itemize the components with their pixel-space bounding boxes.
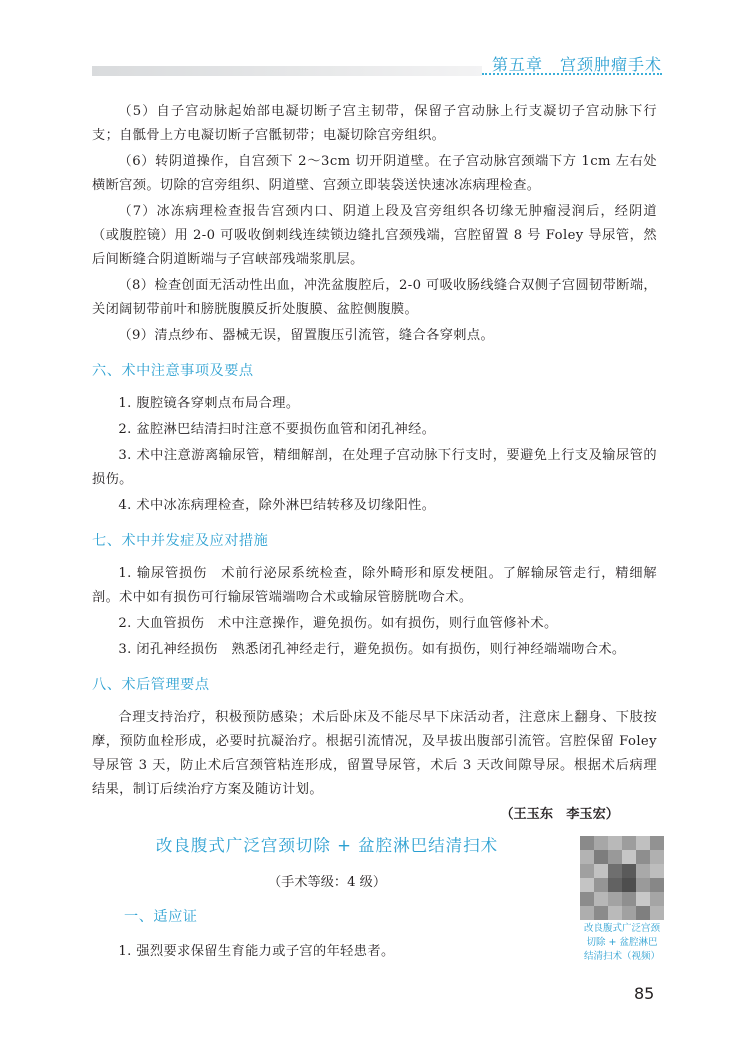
qr-pixel [650, 906, 664, 920]
qr-pixel [608, 850, 622, 864]
list-item: 4. 术中冰冻病理检查，除外淋巴结转移及切缘阳性。 [118, 498, 436, 513]
qr-pixel [580, 906, 594, 920]
qr-pixel [636, 906, 650, 920]
qr-pixel [650, 850, 664, 864]
chapter-title: 第五章 宫颈肿瘤手术 [492, 55, 663, 74]
qr-pixel [636, 836, 650, 850]
list-item: 2. 盆腔淋巴结清扫时注意不要损伤血管和闭孔神经。 [118, 422, 436, 437]
list-item: 3. 术中注意游离输尿管，精细解剖，在处理子宫动脉下行支时，要避免上行支及输尿管的损伤。 [92, 448, 657, 487]
qr-pixel [594, 864, 608, 878]
qr-pixel [580, 892, 594, 906]
list-item: 2. 大血管损伤 术中注意操作，避免损伤。如有损伤，则行血管修补术。 [118, 616, 558, 631]
qr-pixel [580, 864, 594, 878]
qr-pixel [580, 850, 594, 864]
postop-paragraph: 合理支持治疗，积极预防感染；术后卧床及不能尽早下床活动者，注意床上翻身、下肢按摩，预防血栓形成，必要时抗凝治疗。根据引流情况，及早拔出腹部引流管。宫腔保留 Foley 导尿管 3 天，防止术后宫颈管粘连形成，留置导尿管，术后 3 天改间隙导尿。根据术后病理结果，制订后续治疗方案及随访计划。 [92, 710, 657, 797]
qr-pixel [608, 878, 622, 892]
operation-grade: （手术等级：4 级） [267, 875, 387, 890]
main-content [92, 100, 657, 826]
step-paragraph: （5）自子宫动脉起始部电凝切断子宫主韧带，保留子宫动脉上行支凝切子宫动脉下行支；自骶骨上方电凝切断子宫骶韧带；电凝切除宫旁组织。 [92, 104, 657, 143]
qr-pixel [636, 850, 650, 864]
qr-pixel [580, 878, 594, 892]
list-item: 1. 输尿管损伤 术前行泌尿系统检查，除外畸形和原发梗阻。了解输尿管走行，精细解剖。术中如有损伤可行输尿管端端吻合术或输尿管膀胱吻合术。 [92, 566, 657, 605]
qr-pixel [622, 878, 636, 892]
list-item: 1. 强烈要求保留生育能力或子宫的年轻患者。 [118, 944, 395, 959]
section-heading-precautions: 六、术中注意事项及要点 [92, 363, 254, 379]
qr-pixel [594, 836, 608, 850]
step-paragraph: （9）清点纱布、器械无误，留置腹压引流管，缝合各穿刺点。 [118, 328, 495, 343]
qr-pixel [608, 836, 622, 850]
authors: （王玉东 李玉宏） [500, 807, 619, 822]
section-heading-complications: 七、术中并发症及应对措施 [92, 533, 269, 549]
qr-pixel [608, 892, 622, 906]
operation-title: 改良腹式广泛宫颈切除 + 盆腔淋巴结清扫术 [155, 836, 499, 855]
qr-pixel [622, 906, 636, 920]
video-caption[interactable] [574, 922, 670, 964]
qr-pixel [636, 892, 650, 906]
video-caption-line: 结清扫术（视频） [583, 951, 660, 962]
qr-pixel [594, 850, 608, 864]
video-caption-line: 改良腹式广泛宫颈 [583, 923, 660, 934]
page-number: 85 [634, 984, 655, 1003]
step-paragraph: （8）检查创面无活动性出血，冲洗盆腹腔后，2-0 可吸收肠线缝合双侧子宫圆韧带断端，关闭阔韧带前叶和膀胱腹膜反折处腹膜、盆腔侧腹膜。 [92, 278, 657, 317]
qr-pixel [594, 906, 608, 920]
video-qr-code[interactable] [580, 836, 664, 920]
qr-pixel [622, 850, 636, 864]
list-item: 3. 闭孔神经损伤 熟悉闭孔神经走行，避免损伤。如有损伤，则行神经端端吻合术。 [118, 642, 626, 657]
qr-pixel [594, 892, 608, 906]
qr-pixel [622, 892, 636, 906]
header-decoration-bar [92, 66, 482, 76]
qr-pixel [622, 836, 636, 850]
qr-pixel [594, 878, 608, 892]
qr-pixel [636, 864, 650, 878]
qr-pixel [650, 892, 664, 906]
list-item: 1. 腹腔镜各穿刺点布局合理。 [118, 396, 300, 411]
qr-pixel [650, 864, 664, 878]
qr-pixel [580, 836, 594, 850]
qr-pixel [650, 836, 664, 850]
qr-pixel [608, 906, 622, 920]
qr-pixel [608, 864, 622, 878]
step-paragraph: （6）转阴道操作，自宫颈下 2～3cm 切开阴道壁。在子宫动脉宫颈端下方 1cm 左右处横断宫颈。切除的宫旁组织、阴道壁、宫颈立即装袋送快速冰冻病理检查。 [92, 154, 657, 193]
section-heading-postop: 八、术后管理要点 [92, 677, 210, 693]
video-caption-line: 切除 + 盆腔淋巴 [586, 937, 658, 948]
section-heading-indications: 一、适应证 [124, 909, 198, 925]
step-paragraph: （7）冰冻病理检查报告宫颈内口、阴道上段及宫旁组织各切缘无肿瘤浸润后，经阴道（或腹腔镜）用 2-0 可吸收倒刺线连续锁边缝扎宫颈残端，宫腔留置 8 号 Foley 导尿管，然后间断缝合阴道断端与子宫峡部残端浆肌层。 [92, 204, 657, 267]
qr-pixel [622, 864, 636, 878]
qr-pixel [636, 878, 650, 892]
qr-pixel [650, 878, 664, 892]
